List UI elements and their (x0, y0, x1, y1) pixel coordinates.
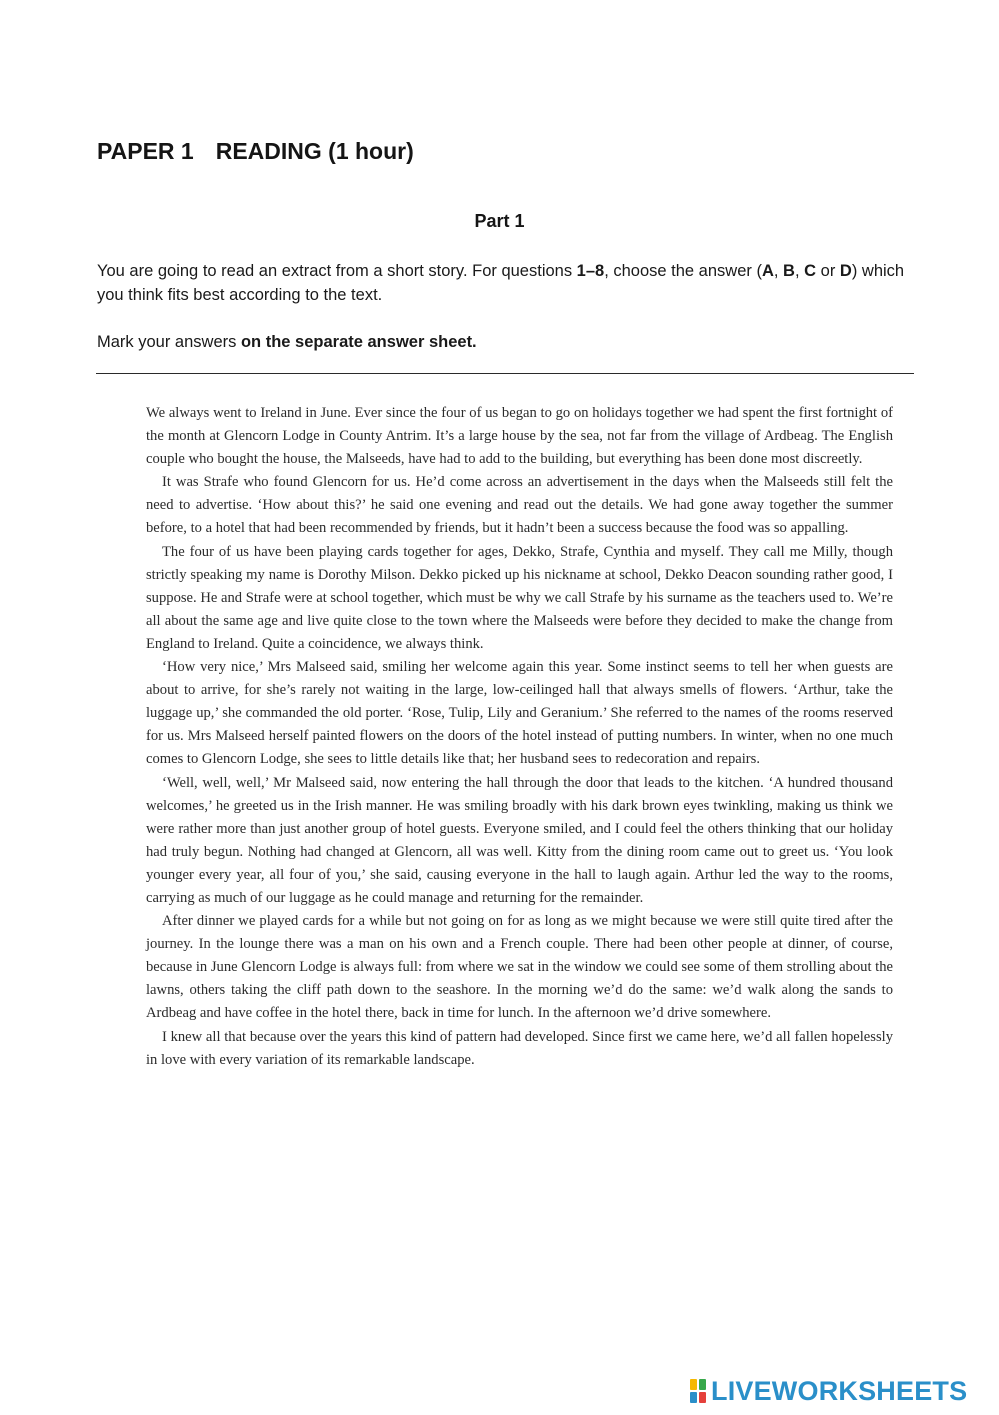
logo-square (699, 1379, 706, 1390)
instructions-text: or (816, 262, 840, 280)
section-label: READING (215, 138, 322, 164)
liveworksheets-logo (690, 1376, 967, 1406)
instructions-text: , (794, 262, 805, 280)
logo-square (690, 1392, 697, 1403)
story-paragraph: The four of us have been playing cards together for ages, Dekko, Strafe, Cynthia and myself. They call me Milly, though strictly speaking my name is Dorothy Milson. Dekko picked up his nickname at school, Dekko Deacon sounding rather good, I suppose. He and Strafe were at school together, which must be why we call Strafe by his surname as the teachers used to. We’re all about the same age and live quite close to the town where the Malseeds were before they decided to make the change from England to Ireland. Quite a coincidence, we always think. (146, 543, 893, 652)
instructions (97, 259, 922, 307)
paper-label: PAPER 1 (97, 138, 194, 164)
instructions-text: You are going to read an extract from a short story. For questions (97, 262, 577, 280)
story-paragraph: ‘How very nice,’ Mrs Malseed said, smiling her welcome again this year. Some instinct seems to tell her when guests are about to arrive, for she’s rarely not waiting in the large, low-ceilinged hall that always smells of flowers. ‘Arthur, take the luggage up,’ she commanded the old porter. ‘Rose, Tulip, Lily and Geranium.’ She referred to the names of the rooms reserved for us. Mrs Malseed herself painted flowers on the doors of the hotel instead of putting numbers. In winter, when no one much comes to Glencorn Lodge, she sees to little details like that; her husband sees to redecoration and repairs. (146, 659, 893, 768)
option-d-label: D (839, 262, 852, 280)
option-c-label: C (804, 262, 817, 280)
instructions-text: , choose the answer ( (604, 262, 762, 280)
watermark-text: LIVEWORKSHEETS (711, 1375, 968, 1406)
part-heading: Part 1 (474, 211, 525, 231)
liveworksheets-logo-icon (690, 1379, 706, 1403)
option-b-label: B (783, 262, 795, 280)
duration-label: (1 hour) (328, 138, 414, 164)
story-paragraph: It was Strafe who found Glencorn for us. He’d come across an advertisement in the days when the Malseeds still felt the need to advertise. ‘How about this?’ he said one evening and read out the details. We had gone away together the summer before, to a hotel that had been recommended by friends, but it hadn’t been a success because the food was so appalling. (146, 474, 893, 537)
answer-sheet-note: on the separate answer sheet. (240, 333, 477, 351)
story-paragraph: After dinner we played cards for a while but not going on for as long as we might because we were still quite tired after the journey. In the lounge there was a man on his own and a French couple. There had been other people at dinner, of course, because in June Glencorn Lodge is always full: from where we sat in the window we could see some of them strolling about the lawns, others taking the cliff path down to the seashore. In the morning we’d do the same: we’d walk along the sands to Ardbeag and have coffee in the hotel there, back in time for lunch. In the afternoon we’d drive somewhere. (146, 913, 893, 1022)
mark-answers-instruction (97, 333, 477, 352)
question-range: 1–8 (576, 262, 605, 280)
option-a-label: A (761, 262, 774, 280)
story-paragraph: ‘Well, well, well,’ Mr Malseed said, now entering the hall through the door that leads to the kitchen. ‘A hundred thousand welcomes,’ he greeted us in the Irish manner. He was smiling broadly with his dark brown eyes twinkling, making us think we were rather more than just another group of hotel guests. Everyone smiled, and I could feel the others thinking that our holiday had truly begun. Nothing had changed at Glencorn, all was well. Kitty from the dining room came out to greet us. ‘You look younger every year, all four of you,’ she said, causing everyone in the hall to laugh again. Arthur led the way to the rooms, carrying as much of our luggage as he could manage and returning for the remainder. (146, 774, 893, 906)
instructions-text: , (773, 262, 784, 280)
divider (96, 373, 914, 374)
logo-square (699, 1392, 706, 1403)
instructions-text: ) which you think fits best according to the text. (97, 262, 905, 304)
story-text (146, 402, 893, 1072)
logo-square (690, 1379, 697, 1390)
mark-text: Mark your answers (97, 333, 241, 351)
story-paragraph: I knew all that because over the years this kind of pattern had developed. Since first we came here, we’d all fallen hopelessly in love with every variation of its remarkable landscape. (146, 1028, 893, 1068)
story-paragraph: We always went to Ireland in June. Ever since the four of us began to go on holidays together we had spent the first fortnight of the month at Glencorn Lodge in County Antrim. It’s a large house by the sea, not far from the village of Ardbeag. The English couple who bought the house, the Malseeds, have had to add to the building, but everything has been done most discreetly. (146, 405, 893, 468)
page-title (97, 138, 414, 165)
